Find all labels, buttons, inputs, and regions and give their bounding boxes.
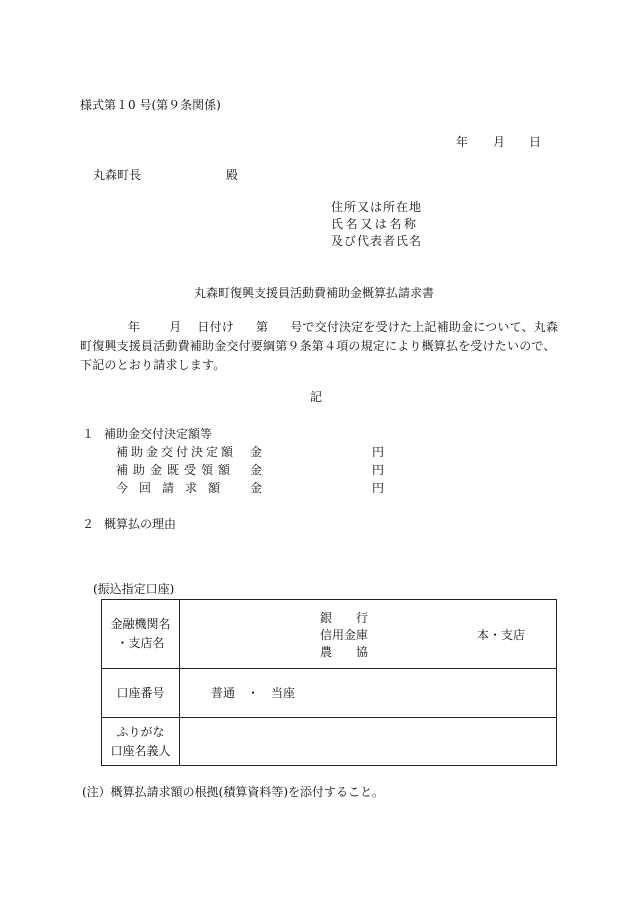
kin-label: 金	[250, 463, 263, 477]
intro-rest: 号で交付決定を受けた上記補助金について、丸森町復興支援員活動費補助金交付要綱第９条第４項の規定により概算払を受けたいので、下記のとおり請求します。	[80, 320, 559, 372]
addressee-name: 丸森町長	[93, 168, 142, 182]
branch-options: 本・支店	[477, 628, 526, 642]
account-number-label: 口座番号	[102, 669, 180, 718]
holder-label-cell	[102, 718, 180, 766]
yen-label: 円	[372, 481, 385, 495]
addressee	[0, 166, 630, 180]
applicant-rep-label: 及び代表者氏名	[331, 234, 423, 248]
amount-label: 今回請求額	[116, 481, 232, 495]
applicant-name-label: 氏名又は名称	[331, 217, 419, 231]
amount-row	[0, 479, 630, 493]
amount-label: 補助金交付決定額	[116, 445, 237, 459]
furigana-label: ふりがな	[116, 724, 165, 739]
amount-row	[0, 461, 630, 475]
amount-label: 補助金既受領額	[116, 463, 236, 477]
account-types: 普通 ・ 当座	[211, 686, 296, 700]
holder-label: 口座名義人	[110, 743, 171, 758]
section1-number: １	[82, 427, 95, 441]
section2-number: ２	[82, 517, 95, 531]
account-number-field[interactable]	[180, 669, 557, 718]
section1-heading	[0, 425, 630, 439]
section2-title: 概算払の理由	[104, 517, 177, 531]
intro-date-suffix: 日付け	[197, 320, 235, 334]
request-paragraph	[80, 318, 560, 375]
form-number: 様式第１0 号(第９条関係)	[80, 98, 221, 112]
date-line	[0, 133, 630, 147]
institution-label-line1: 金融機関名	[110, 617, 171, 631]
bank-type-noukyou: 農 協	[320, 645, 369, 659]
section2-heading	[0, 515, 630, 529]
bank-account-table	[101, 599, 557, 766]
document-title: 丸森町復興支援員活動費補助金概算払請求書	[194, 286, 435, 300]
kin-label: 金	[250, 445, 263, 459]
bank-caption: (振込指定口座)	[93, 582, 175, 596]
institution-field[interactable]	[180, 600, 557, 669]
bank-type-bank: 銀 行	[320, 611, 369, 625]
kin-label: 金	[250, 481, 263, 495]
date-month-label: 月	[493, 135, 506, 149]
bank-type-shinkin: 信用金庫	[320, 628, 369, 642]
ki-marker: 記	[310, 390, 323, 404]
institution-label-line2: ・支店名	[116, 636, 165, 650]
applicant-address-label: 住所又は所在地	[331, 200, 423, 214]
intro-month: 月	[169, 320, 182, 334]
intro-year: 年	[128, 320, 141, 334]
date-year-label: 年	[456, 135, 469, 149]
yen-label: 円	[372, 445, 385, 459]
section1-title: 補助金交付決定額等	[104, 427, 213, 441]
date-day-label: 日	[529, 135, 542, 149]
intro-dai: 第	[256, 320, 269, 334]
holder-field[interactable]	[180, 718, 557, 766]
amount-row	[0, 443, 630, 457]
institution-label-cell	[102, 600, 180, 669]
yen-label: 円	[372, 463, 385, 477]
footnote: (注）概算払請求額の根拠(積算資料等)を添付すること。	[82, 785, 385, 799]
addressee-suffix: 殿	[226, 168, 239, 182]
